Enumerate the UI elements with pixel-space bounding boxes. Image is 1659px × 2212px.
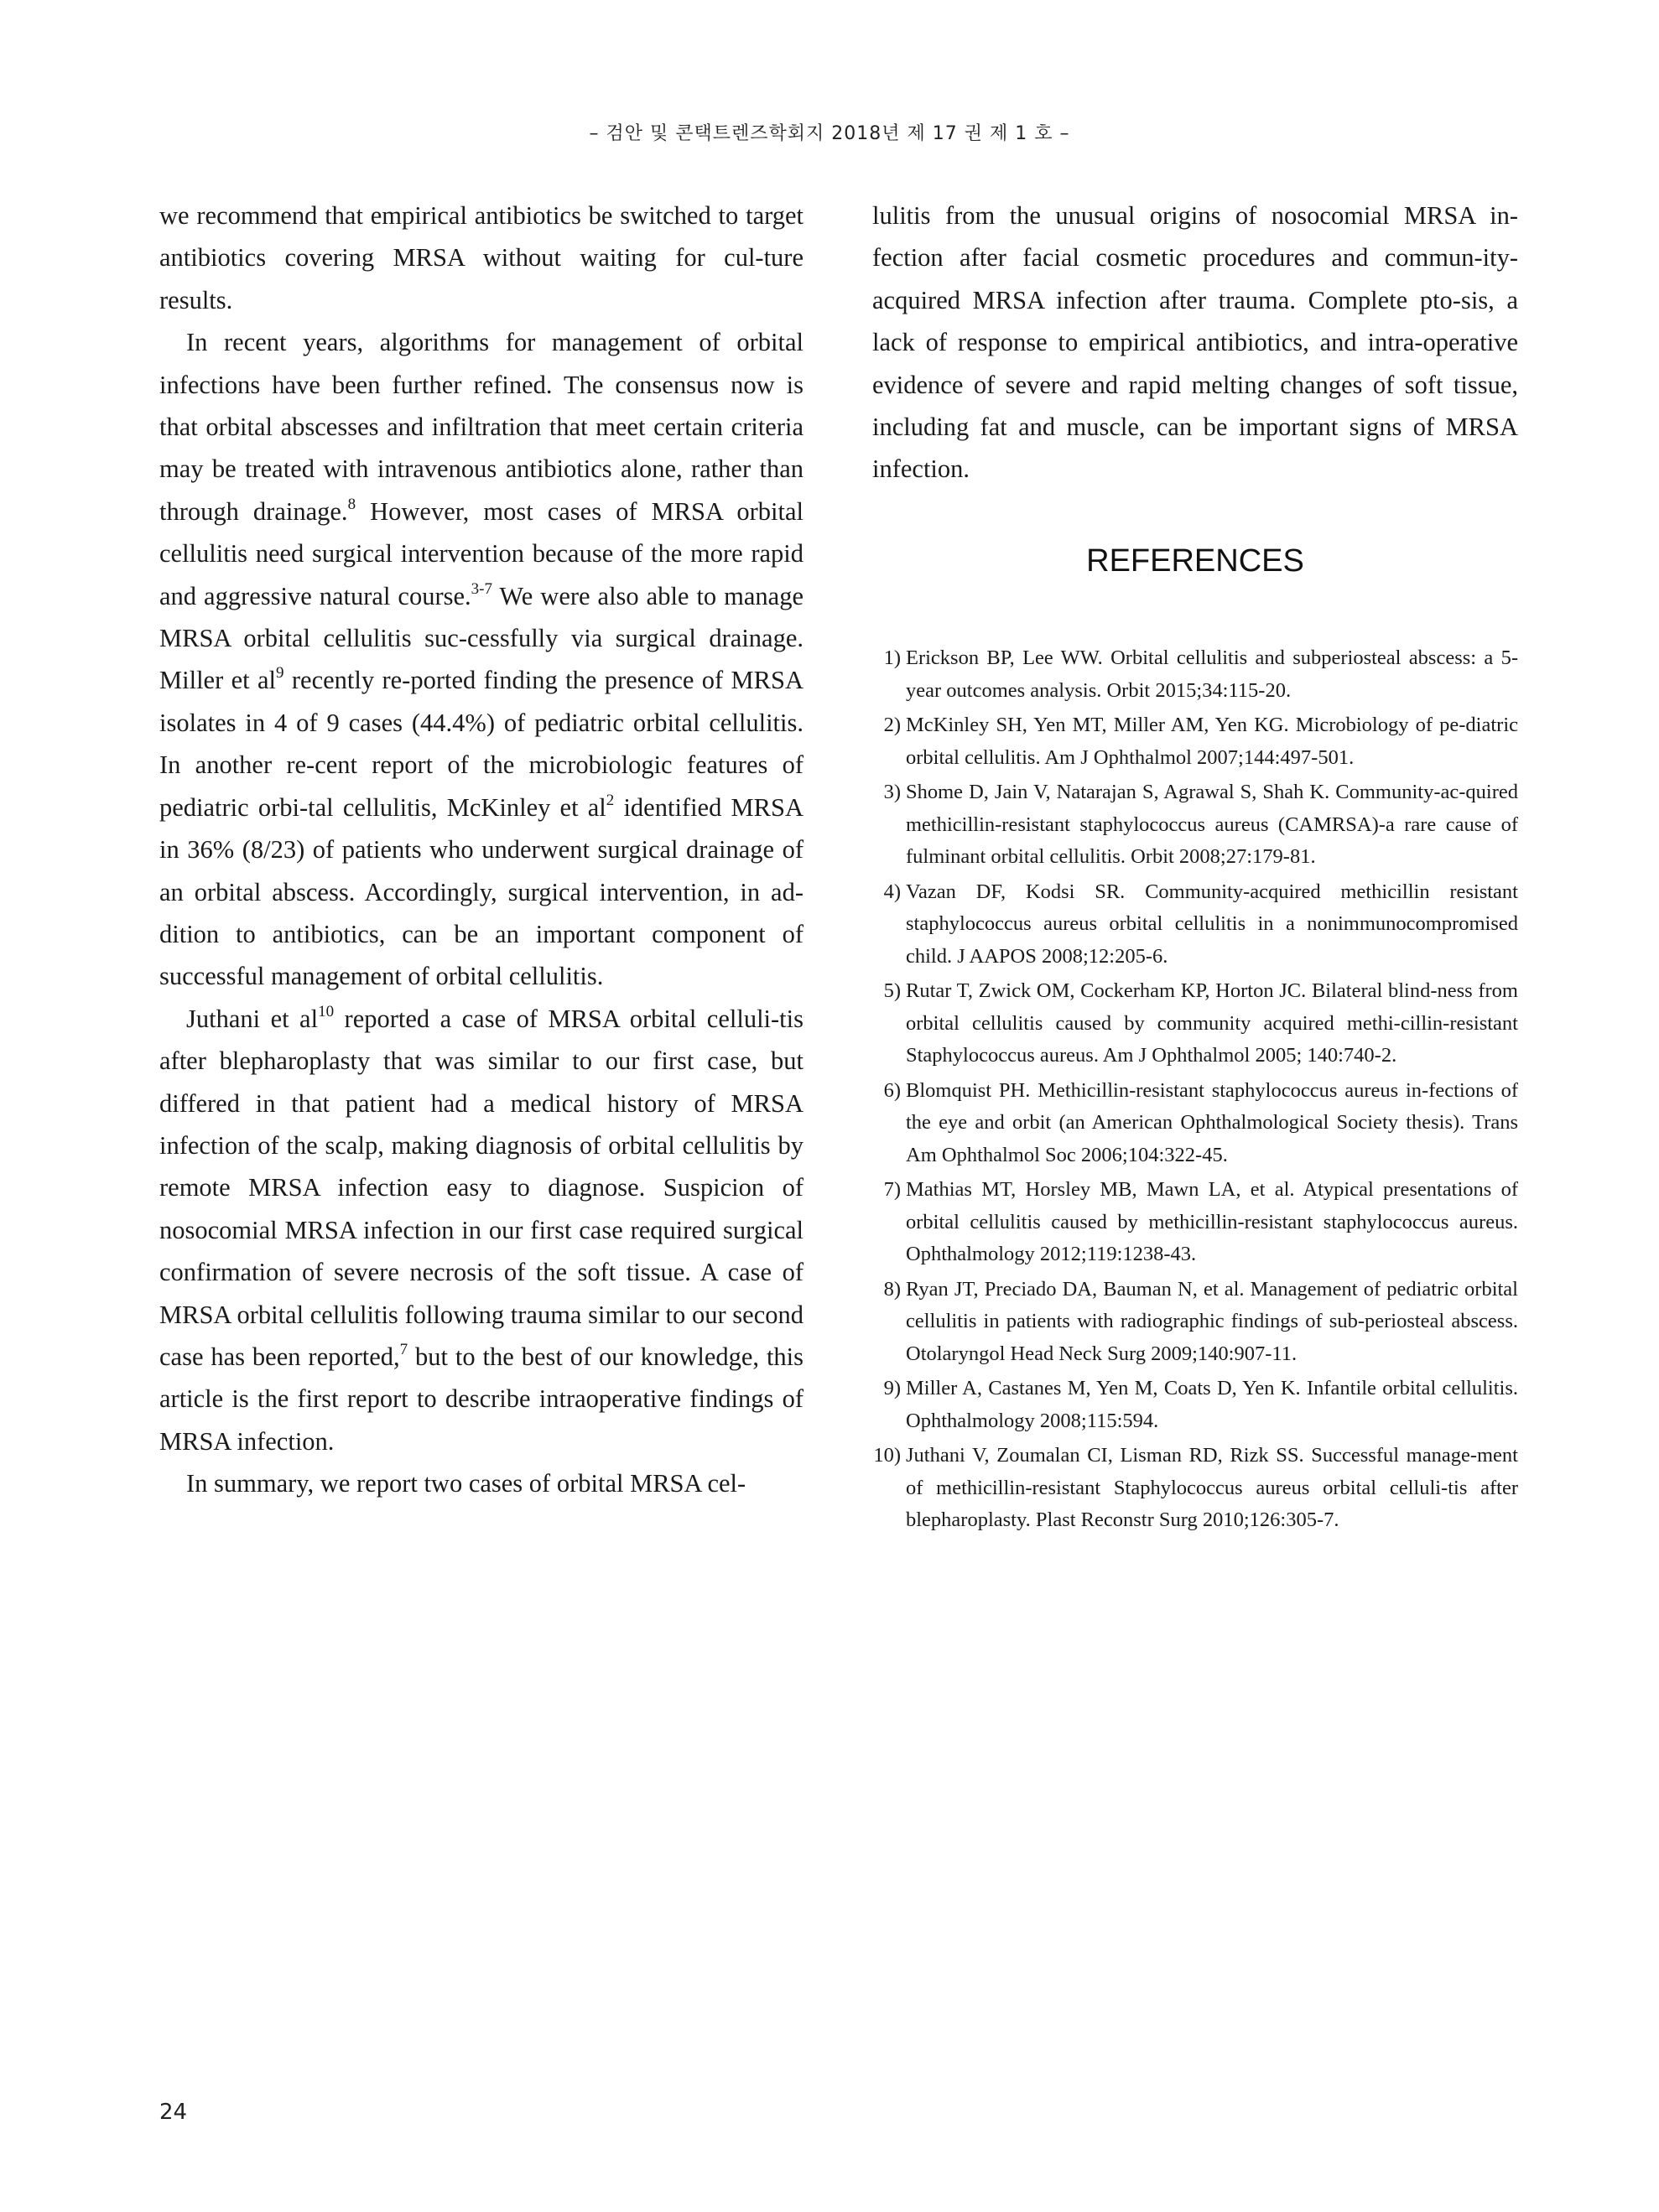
reference-item <box>872 876 1518 974</box>
reference-item <box>872 975 1518 1072</box>
reference-number: 1) <box>883 646 901 669</box>
body-paragraph: In summary, we report two cases of orbital MRSA cel- <box>186 1469 746 1498</box>
reference-number: 6) <box>883 1078 901 1102</box>
reference-item <box>872 1274 1518 1371</box>
citation-superscript: 9 <box>276 664 284 683</box>
reference-text: Ryan JT, Preciado DA, Bauman N, et al. Management of pediatric orbital cellulitis in patients with radiographic findings of sub-periosteal abscess. Otolaryngol Head Neck Surg 2009;140:907-11. <box>906 1277 1518 1365</box>
reference-item <box>872 642 1518 707</box>
reference-text: Juthani V, Zoumalan CI, Lisman RD, Rizk SS. Successful manage-ment of methicillin-resistant Staphylococcus aureus orbital celluli-tis after blepharoplasty. Plast Reconstr Surg 2010;126:305-7. <box>906 1444 1518 1531</box>
body-text: We were also able to manage MRSA orbital cellulitis suc-cessfully via surgical drainage. Miller et al <box>159 581 803 695</box>
reference-item <box>872 1373 1518 1437</box>
left-column <box>159 195 803 1505</box>
reference-number: 3) <box>883 781 901 803</box>
body-paragraph: lulitis from the unusual origins of nosocomial MRSA in-fection after facial cosmetic procedures and commun-ity-acquired MRSA infection after trauma. Complete pto-sis, a lack of response to empirical antibiotics, and intra-operative evidence of severe and rapid melting changes of soft tissue, including fat and muscle, can be important signs of MRSA infection. <box>872 201 1518 484</box>
reference-text: Shome D, Jain V, Natarajan S, Agrawal S, Shah K. Community-ac-quired methicillin-resistant staphylococcus aureus (CAMRSA)-a rare cause of fulminant orbital cellulitis. Orbit 2008;27:179-81. <box>906 781 1518 868</box>
page-number: 24 <box>159 2100 188 2125</box>
reference-number: 10) <box>873 1444 901 1467</box>
reference-text: Vazan DF, Kodsi SR. Community-acquired methicillin resistant staphylococcus aureus orbital cellulitis in a nonimmunocompromised child. J AAPOS 2008;12:205-6. <box>906 880 1518 968</box>
reference-number: 4) <box>883 880 901 903</box>
reference-number: 2) <box>883 714 901 736</box>
citation-superscript: 2 <box>606 791 615 809</box>
reference-item <box>872 776 1518 874</box>
reference-text: Blomquist PH. Methicillin-resistant staphylococcus aureus in-fections of the eye and orbit (an American Ophthalmological Society thesis). Trans Am Ophthalmol Soc 2006;104:322-45. <box>906 1078 1518 1166</box>
body-paragraph <box>159 321 803 998</box>
reference-list <box>872 642 1518 1540</box>
body-paragraph <box>159 998 803 1462</box>
citation-superscript: 7 <box>399 1340 408 1358</box>
body-text: Juthani et al <box>186 1004 319 1033</box>
body-text: However, most cases of MRSA orbital cellulitis need surgical intervention because of the more rapid and aggressive natural course. <box>159 496 804 610</box>
reference-number: 9) <box>883 1377 901 1399</box>
reference-item <box>872 709 1518 774</box>
citation-superscript: 10 <box>318 1002 335 1020</box>
reference-number: 8) <box>883 1277 901 1301</box>
reference-number: 7) <box>883 1178 901 1201</box>
body-text: but to the best of our knowledge, this article is the first report to describe intraoperative findings of MRSA infection. <box>159 1342 804 1456</box>
references-heading: REFERENCES <box>1086 543 1304 579</box>
reference-text: Miller A, Castanes M, Yen M, Coats D, Yen K. Infantile orbital cellulitis. Ophthalmology 2008;115:594. <box>906 1377 1518 1432</box>
body-text: recently re-ported finding the presence of MRSA isolates in 4 of 9 cases (44.4%) of pediatric orbital cellulitis. In another re-cent report of the microbiologic features of pediatric orbi-tal cellulitis, McKinley et al <box>159 666 804 822</box>
reference-item <box>872 1440 1518 1537</box>
reference-number: 5) <box>883 979 901 1002</box>
reference-text: Mathias MT, Horsley MB, Mawn LA, et al. Atypical presentations of orbital cellulitis caused by methicillin-resistant staphylococcus aureus. Ophthalmology 2012;119:1238-43. <box>906 1178 1518 1265</box>
reference-item <box>872 1075 1518 1172</box>
body-text: identified MRSA in 36% (8/23) of patients who underwent surgical drainage of an orbital abscess. Accordingly, surgical intervention, in ad-dition to antibiotics, can be an important component of successful management of orbital cellulitis. <box>159 792 803 991</box>
right-column <box>872 195 1518 491</box>
body-text: reported a case of MRSA orbital celluli-tis after blepharoplasty that was similar to our first case, but differed in that patient had a medical history of MRSA infection of the scalp, making diagnosis of orbital cellulitis by remote MRSA infection easy to diagnose. Suspicion of nosocomial MRSA infection in our first case required surgical confirmation of severe necrosis of the soft tissue. A case of MRSA orbital cellulitis following trauma similar to our second case has been reported, <box>159 1004 803 1371</box>
reference-item <box>872 1174 1518 1271</box>
running-head: – 검안 및 콘택트렌즈학회지 2018년 제 17 권 제 1 호 – <box>589 123 1070 144</box>
reference-text: Rutar T, Zwick OM, Cockerham KP, Horton JC. Bilateral blind-ness from orbital cellulitis caused by community acquired methi-cillin-resistant Staphylococcus aureus. Am J Ophthalmol 2005; 140:740-2. <box>906 979 1518 1067</box>
reference-text: Erickson BP, Lee WW. Orbital cellulitis and subperiosteal abscess: a 5-year outcomes analysis. Orbit 2015;34:115-20. <box>906 646 1518 702</box>
body-text: In recent years, algorithms for management of orbital infections have been further refined. The consensus now is that orbital abscesses and infiltration that meet certain criteria may be treated with intravenous antibiotics alone, rather than through drainage. <box>159 328 803 526</box>
body-paragraph: we recommend that empirical antibiotics be switched to target antibiotics covering MRSA without waiting for cul-ture results. <box>159 201 803 314</box>
reference-text: McKinley SH, Yen MT, Miller AM, Yen KG. Microbiology of pe-diatric orbital cellulitis. Am J Ophthalmol 2007;144:497-501. <box>906 714 1518 769</box>
citation-superscript: 3-7 <box>471 579 492 598</box>
citation-superscript: 8 <box>347 495 356 513</box>
